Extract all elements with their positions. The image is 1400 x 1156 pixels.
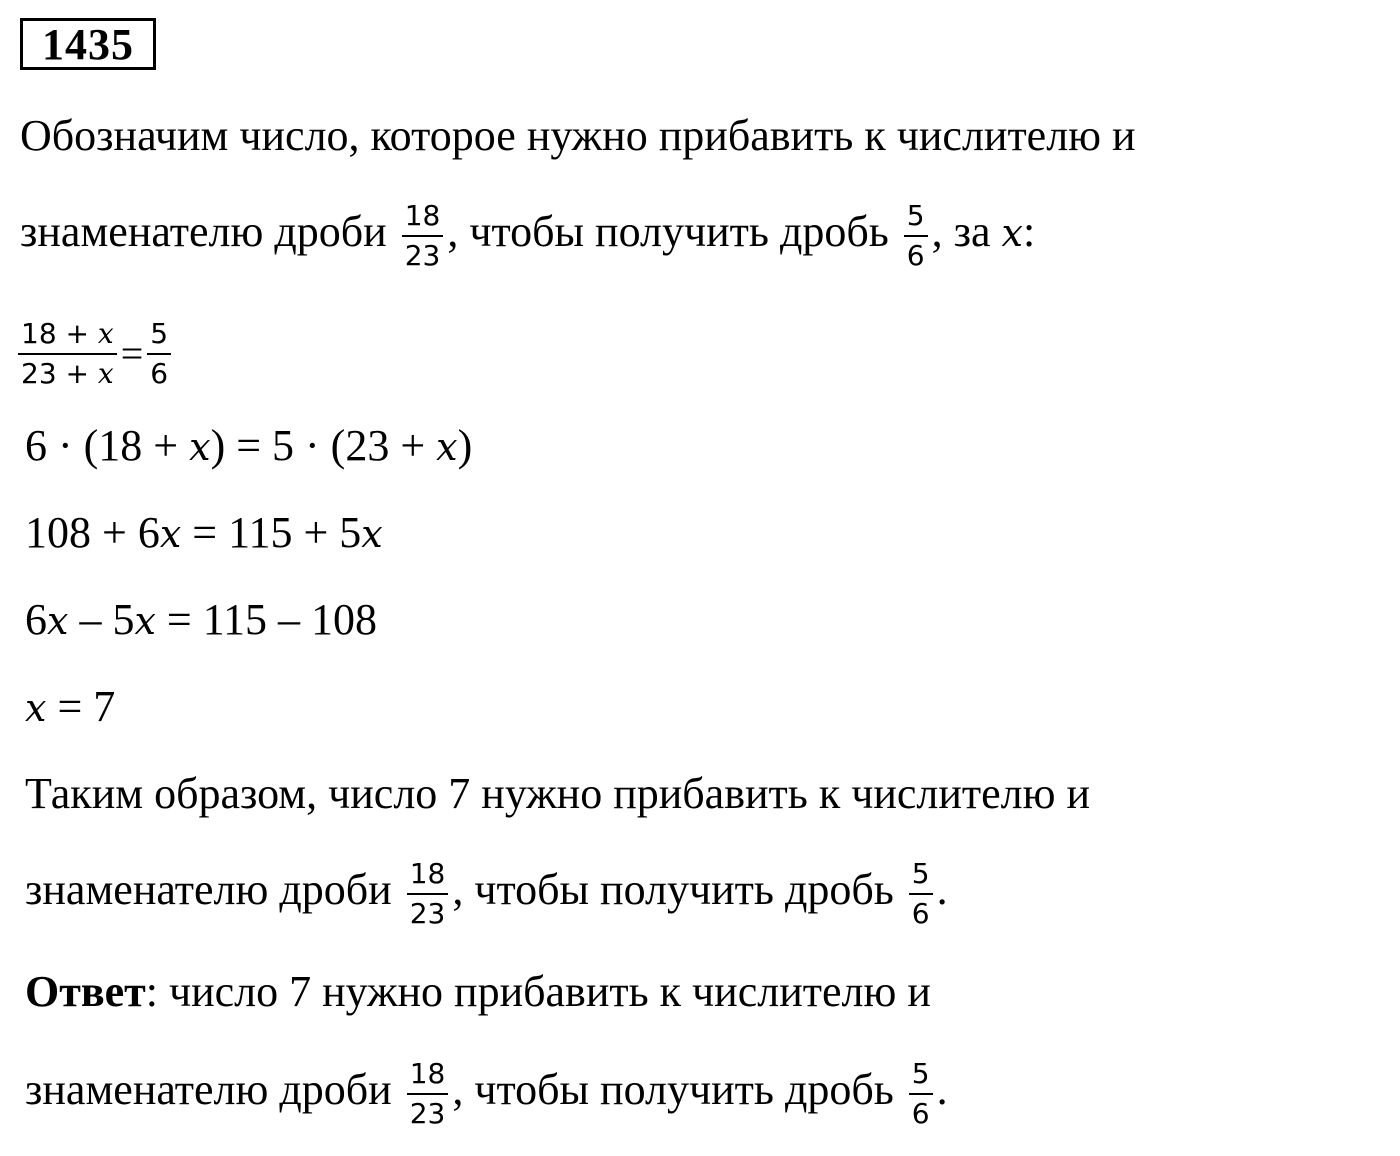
left-num-text: 18 + — [21, 317, 98, 350]
conclusion-given-numerator: 18 — [407, 858, 449, 895]
step-1 — [25, 420, 472, 473]
problem-number: 1435 — [20, 18, 156, 70]
left-fraction-denominator — [18, 355, 117, 390]
intro-line-1: Обозначим число, которое нужно прибавить к числителю и — [20, 111, 1136, 160]
left-fraction-numerator — [18, 318, 117, 355]
step-3-text-b: – 5 — [68, 595, 135, 644]
intro-variable: x — [1001, 211, 1023, 256]
intro-line-2 — [20, 200, 1035, 272]
left-den-text: 23 + — [21, 357, 98, 390]
answer-line-2-end: . — [936, 1065, 948, 1115]
answer-target-fraction — [909, 1058, 933, 1130]
conclusion-line-2 — [25, 858, 948, 930]
answer-line-2-text-a: знаменателю дроби — [25, 1065, 392, 1115]
answer-line-1-text: : число 7 нужно прибавить к числителю и — [145, 967, 931, 1016]
intro-line-2-text-b: , чтобы получить дробь — [447, 207, 889, 257]
given-fraction-numerator: 18 — [402, 200, 444, 237]
answer-given-denominator: 23 — [409, 1097, 446, 1130]
conclusion-line-2-text-a: знаменателю дроби — [25, 865, 392, 915]
left-fraction — [18, 318, 117, 390]
left-den-variable: x — [97, 357, 114, 390]
step-1-text-c: ) — [457, 421, 473, 470]
conclusion-given-fraction — [407, 858, 449, 930]
step-2-text-b: = 115 + 5 — [181, 508, 362, 557]
right-fraction-numerator: 5 — [147, 318, 171, 355]
step-1-text-a: 6 · (18 + — [25, 421, 190, 470]
right-fraction-denominator: 6 — [150, 357, 169, 390]
conclusion-line-1: Таким образом, число 7 нужно прибавить к числителю и — [25, 769, 1091, 818]
target-fraction-numerator: 5 — [904, 200, 928, 237]
equation-fraction — [18, 318, 175, 390]
answer-line-1 — [25, 966, 931, 1018]
step-3-text-a: 6 — [25, 595, 47, 644]
equals-sign: = — [120, 331, 144, 376]
answer-line-2-text-b: , чтобы получить дробь — [452, 1065, 894, 1115]
answer-target-denominator: 6 — [911, 1097, 930, 1130]
step-2-text-a: 108 + 6 — [25, 508, 160, 557]
step-1-variable-1: x — [189, 425, 211, 469]
conclusion-target-fraction — [909, 858, 933, 930]
answer-line-2 — [25, 1058, 948, 1130]
conclusion-target-numerator: 5 — [909, 858, 933, 895]
answer-target-numerator: 5 — [909, 1058, 933, 1095]
left-num-variable: x — [97, 317, 114, 350]
step-3-text-c: = 115 – 108 — [155, 595, 378, 644]
step-3 — [25, 594, 377, 647]
step-3-variable-1: x — [47, 599, 69, 643]
given-fraction-denominator: 23 — [404, 239, 441, 272]
answer-given-fraction — [407, 1058, 449, 1130]
conclusion-line-2-end: . — [936, 865, 948, 915]
answer-label: Ответ — [25, 967, 146, 1016]
target-fraction-denominator: 6 — [906, 239, 925, 272]
conclusion-given-denominator: 23 — [409, 897, 446, 930]
step-4-text: = 7 — [46, 682, 116, 731]
step-2-variable-1: x — [159, 512, 182, 556]
step-1-text-b: ) = 5 · (23 + — [210, 421, 437, 470]
given-fraction — [402, 200, 444, 272]
step-2-variable-2: x — [361, 512, 383, 556]
step-1-variable-2: x — [436, 425, 458, 469]
conclusion-target-denominator: 6 — [911, 897, 930, 930]
target-fraction — [904, 200, 928, 272]
step-4-variable: x — [25, 686, 47, 730]
intro-line-2-end: : — [1022, 207, 1036, 257]
conclusion-line-2-text-b: , чтобы получить дробь — [452, 865, 894, 915]
intro-line-2-text-c: , за — [931, 207, 991, 257]
answer-given-numerator: 18 — [407, 1058, 449, 1095]
step-3-variable-2: x — [134, 599, 156, 643]
intro-line-2-text-a: знаменателю дроби — [20, 207, 387, 257]
step-4 — [25, 681, 115, 734]
right-fraction — [147, 318, 171, 390]
step-2 — [25, 507, 383, 560]
